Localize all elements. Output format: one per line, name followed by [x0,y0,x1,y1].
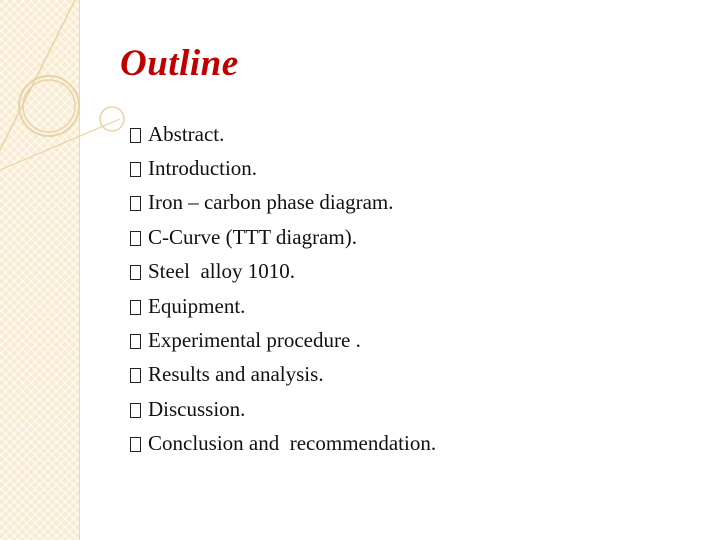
bullet-text: Conclusion and recommendation. [148,431,437,456]
bullet-item [130,289,436,323]
bullet-item [130,151,436,185]
bullet-item [130,427,436,461]
missing-glyph-box-icon [130,300,141,315]
decorative-ring-outer [19,76,79,136]
slide-title: Outline [120,43,239,84]
bullet-item [130,117,436,151]
missing-glyph-box-icon [130,334,141,349]
bullet-text: Experimental procedure . [148,328,361,353]
bullet-text: Steel alloy 1010. [148,259,295,284]
missing-glyph-box-icon [130,231,141,246]
bullet-list [130,117,436,461]
bullet-text: Abstract. [148,121,225,146]
missing-glyph-box-icon [130,162,141,177]
bullet-item [130,220,436,254]
missing-glyph-box-icon [130,196,141,211]
bullet-item [130,255,436,289]
bullet-text: C-Curve (TTT diagram). [148,224,357,249]
bullet-text: Results and analysis. [148,362,324,387]
bullet-text: Iron – carbon phase diagram. [148,190,394,215]
bullet-item [130,392,436,426]
missing-glyph-box-icon [130,265,141,280]
bullet-text: Discussion. [148,396,246,421]
bullet-text: Equipment. [148,293,246,318]
decorative-ring-inner [23,80,75,132]
bullet-item [130,323,436,357]
decorative-ring-small [100,107,124,131]
missing-glyph-box-icon [130,437,141,452]
bullet-text: Introduction. [148,156,258,181]
missing-glyph-box-icon [130,128,141,143]
missing-glyph-box-icon [130,403,141,418]
missing-glyph-box-icon [130,368,141,383]
bullet-item [130,358,436,392]
decorative-line-lower [0,119,120,170]
bullet-item [130,186,436,220]
